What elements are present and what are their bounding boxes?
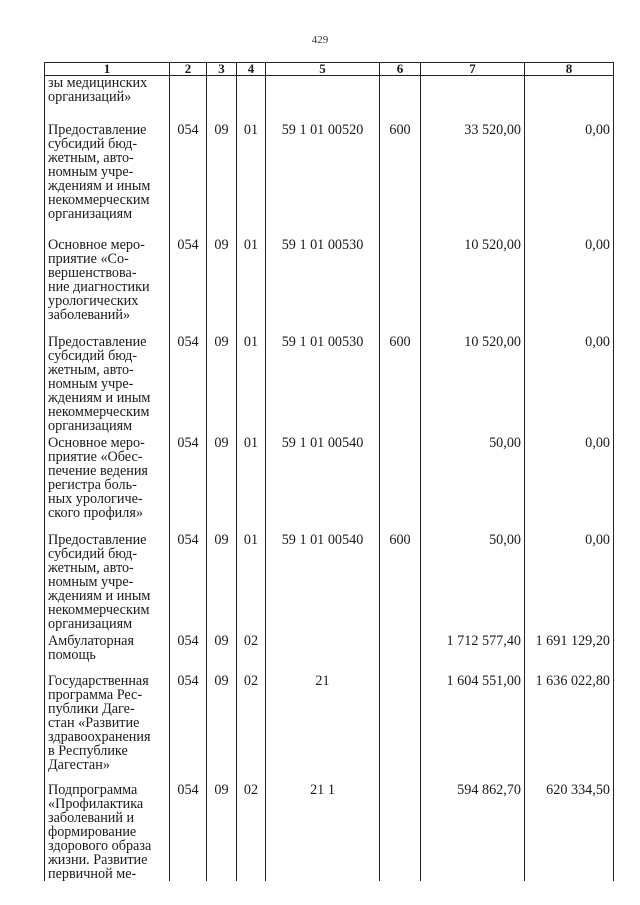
name-line: жетным, авто-	[48, 150, 134, 166]
cell-target-article	[266, 76, 380, 121]
name-line: стан «Развитие	[48, 715, 140, 731]
name-line: ждениям и иным	[48, 178, 151, 194]
name-line: урологических	[48, 293, 139, 309]
header-col-3: 3	[207, 63, 237, 76]
name-line: приятие «Со-	[48, 251, 129, 267]
row-name	[45, 671, 170, 780]
cell-section: 09	[207, 332, 237, 433]
cell-amount-col7: 50,00	[421, 530, 525, 631]
name-line: Амбулаторная	[48, 633, 134, 649]
name-line: Дагестан»	[48, 757, 110, 773]
cell-subsection: 01	[237, 332, 266, 433]
header-col-2: 2	[170, 63, 207, 76]
row-name	[45, 631, 170, 671]
cell-section: 09	[207, 530, 237, 631]
cell-amount-col7: 1 604 551,00	[421, 671, 525, 780]
cell-expense-type: 600	[380, 120, 421, 235]
name-line: формирование	[48, 824, 137, 840]
cell-section: 09	[207, 235, 237, 332]
cell-section: 09	[207, 780, 237, 881]
cell-amount-col8: 0,00	[525, 120, 614, 235]
cell-ministry: 054	[170, 530, 207, 631]
cell-amount-col8: 1 691 129,20	[525, 631, 614, 671]
name-line: регистра боль-	[48, 477, 137, 493]
cell-expense-type	[380, 631, 421, 671]
name-line: Предоставление	[48, 122, 147, 138]
name-line: зы медицинских	[48, 75, 148, 91]
name-line: программа Рес-	[48, 687, 143, 703]
name-line: Предоставление	[48, 334, 147, 350]
name-line: печение ведения	[48, 463, 148, 479]
table-row	[45, 433, 614, 530]
cell-ministry: 054	[170, 671, 207, 780]
name-line: Подпрограмма	[48, 782, 138, 798]
header-col-7: 7	[421, 63, 525, 76]
name-line: номным учре-	[48, 376, 134, 392]
cell-ministry	[170, 76, 207, 121]
budget-table	[44, 62, 614, 881]
row-name	[45, 76, 170, 121]
name-line: «Профилактика	[48, 796, 144, 812]
cell-target-article: 21 1	[266, 780, 380, 881]
cell-section: 09	[207, 631, 237, 671]
cell-amount-col7: 1 712 577,40	[421, 631, 525, 671]
cell-ministry: 054	[170, 120, 207, 235]
header-col-8: 8	[525, 63, 614, 76]
name-line: заболеваний»	[48, 307, 131, 323]
cell-expense-type	[380, 671, 421, 780]
name-line: организациям	[48, 616, 133, 632]
cell-amount-col7: 33 520,00	[421, 120, 525, 235]
cell-expense-type: 600	[380, 332, 421, 433]
name-line: субсидий бюд-	[48, 136, 138, 152]
name-line: заболеваний и	[48, 810, 135, 826]
cell-target-article	[266, 631, 380, 671]
cell-subsection: 01	[237, 120, 266, 235]
cell-subsection: 01	[237, 433, 266, 530]
name-line: организациям	[48, 206, 133, 222]
cell-ministry: 054	[170, 433, 207, 530]
cell-amount-col8: 1 636 022,80	[525, 671, 614, 780]
cell-subsection: 02	[237, 671, 266, 780]
table-header-row	[45, 63, 614, 76]
name-line: жетным, авто-	[48, 362, 134, 378]
cell-subsection: 02	[237, 780, 266, 881]
table-row	[45, 235, 614, 332]
cell-amount-col8: 0,00	[525, 433, 614, 530]
name-line: жизни. Развитие	[48, 852, 148, 868]
name-line: Предоставление	[48, 532, 147, 548]
cell-target-article: 21	[266, 671, 380, 780]
row-name	[45, 780, 170, 881]
header-col-4: 4	[237, 63, 266, 76]
name-line: организаций»	[48, 89, 132, 105]
name-line: Основное меро-	[48, 237, 145, 253]
name-line: ных урологиче-	[48, 491, 143, 507]
name-line: некоммерческим	[48, 192, 150, 208]
name-line: в Республике	[48, 743, 128, 759]
name-line: номным учре-	[48, 574, 134, 590]
cell-expense-type: 600	[380, 530, 421, 631]
cell-section: 09	[207, 671, 237, 780]
cell-ministry: 054	[170, 332, 207, 433]
cell-amount-col8: 0,00	[525, 332, 614, 433]
table-row	[45, 530, 614, 631]
row-name	[45, 120, 170, 235]
row-name	[45, 235, 170, 332]
cell-target-article: 59 1 01 00540	[266, 433, 380, 530]
page-number: 429	[311, 34, 329, 46]
row-name	[45, 332, 170, 433]
cell-expense-type	[380, 780, 421, 881]
cell-target-article: 59 1 01 00530	[266, 332, 380, 433]
cell-section: 09	[207, 120, 237, 235]
cell-ministry: 054	[170, 780, 207, 881]
table-row	[45, 76, 614, 121]
name-line: некоммерческим	[48, 404, 150, 420]
name-line: ждениям и иным	[48, 588, 151, 604]
cell-section	[207, 76, 237, 121]
cell-amount-col7: 10 520,00	[421, 332, 525, 433]
name-line: помощь	[48, 647, 96, 663]
cell-amount-col7: 10 520,00	[421, 235, 525, 332]
name-line: номным учре-	[48, 164, 134, 180]
name-line: здравоохранения	[48, 729, 151, 745]
header-col-5: 5	[266, 63, 380, 76]
cell-target-article: 59 1 01 00520	[266, 120, 380, 235]
cell-amount-col8	[525, 76, 614, 121]
cell-amount-col7: 50,00	[421, 433, 525, 530]
name-line: публики Даге-	[48, 701, 135, 717]
name-line: первичной ме-	[48, 866, 137, 882]
cell-subsection	[237, 76, 266, 121]
name-line: некоммерческим	[48, 602, 150, 618]
name-line: приятие «Обес-	[48, 449, 143, 465]
name-line: здорового образа	[48, 838, 152, 854]
row-name	[45, 530, 170, 631]
name-line: вершенствова-	[48, 265, 137, 281]
table-row	[45, 120, 614, 235]
name-line: Основное меро-	[48, 435, 145, 451]
cell-amount-col8: 0,00	[525, 235, 614, 332]
table-row	[45, 671, 614, 780]
cell-amount-col8: 0,00	[525, 530, 614, 631]
name-line: ние диагностики	[48, 279, 150, 295]
cell-target-article: 59 1 01 00540	[266, 530, 380, 631]
cell-expense-type	[380, 235, 421, 332]
cell-subsection: 02	[237, 631, 266, 671]
table-row	[45, 631, 614, 671]
header-col-1: 1	[45, 63, 170, 76]
cell-amount-col7	[421, 76, 525, 121]
cell-ministry: 054	[170, 235, 207, 332]
cell-target-article: 59 1 01 00530	[266, 235, 380, 332]
cell-subsection: 01	[237, 530, 266, 631]
cell-ministry: 054	[170, 631, 207, 671]
cell-amount-col8: 620 334,50	[525, 780, 614, 881]
cell-subsection: 01	[237, 235, 266, 332]
name-line: организациям	[48, 418, 133, 434]
table-row	[45, 332, 614, 433]
name-line: субсидий бюд-	[48, 348, 138, 364]
name-line: ждениям и иным	[48, 390, 151, 406]
cell-expense-type	[380, 433, 421, 530]
cell-section: 09	[207, 433, 237, 530]
header-col-6: 6	[380, 63, 421, 76]
cell-amount-col7: 594 862,70	[421, 780, 525, 881]
name-line: субсидий бюд-	[48, 546, 138, 562]
cell-expense-type	[380, 76, 421, 121]
name-line: жетным, авто-	[48, 560, 134, 576]
table-row	[45, 780, 614, 881]
row-name	[45, 433, 170, 530]
name-line: Государственная	[48, 673, 149, 689]
name-line: ского профиля»	[48, 505, 143, 521]
